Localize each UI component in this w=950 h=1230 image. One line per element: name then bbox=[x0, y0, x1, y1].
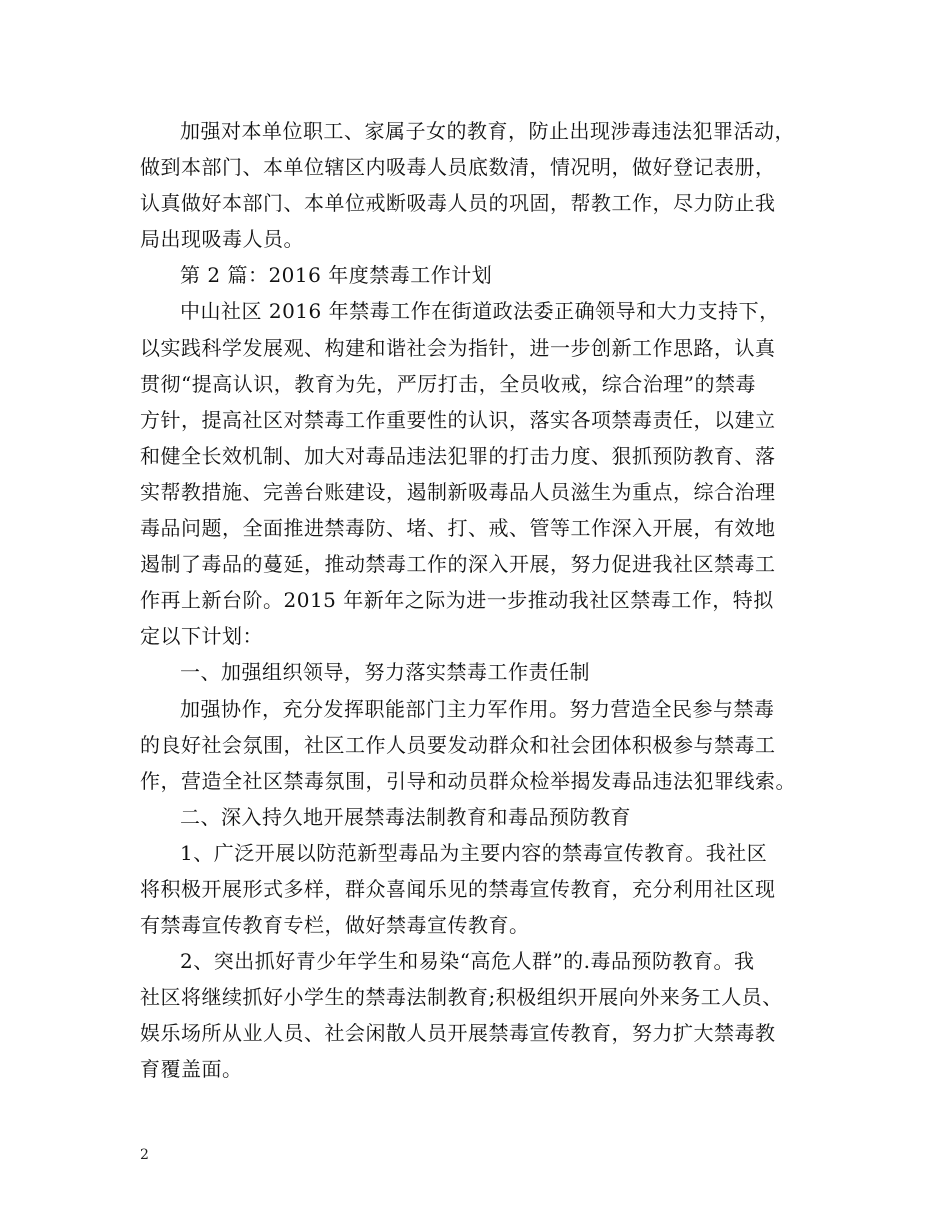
text-line: 遏制了毒品的蔓延，推动禁毒工作的深入开展，努力促进我社区禁毒工 bbox=[140, 552, 776, 577]
section-heading: 第 2 篇：2016 年度禁毒工作计划 bbox=[180, 263, 493, 288]
text-line: 和健全长效机制、加大对毒品违法犯罪的打击力度、狠抓预防教育、落 bbox=[140, 443, 776, 468]
page-number: 2 bbox=[140, 1147, 149, 1163]
text-line: 中山社区 2016 年禁毒工作在街道政法委正确领导和大力支持下， bbox=[180, 299, 780, 324]
text-line: 育覆盖面。 bbox=[140, 1057, 243, 1082]
text-line: 娱乐场所从业人员、社会闲散人员开展禁毒宣传教育，努力扩大禁毒教 bbox=[140, 1021, 776, 1046]
text-line: 实帮教措施、完善台账建设，遏制新吸毒品人员滋生为重点，综合治理 bbox=[140, 479, 776, 504]
text-line: 加强对本单位职工、家属子女的教育，防止出现涉毒违法犯罪活动， bbox=[180, 119, 795, 143]
text-line: 的良好社会氛围，社区工作人员要发动群众和社会团体积极参与禁毒工 bbox=[140, 732, 776, 757]
section-heading: 一、加强组织领导，努力落实禁毒工作责任制 bbox=[180, 660, 590, 685]
text-line: 将积极开展形式多样，群众喜闻乐见的禁毒宣传教育，充分利用社区现 bbox=[140, 876, 776, 901]
document-body bbox=[140, 113, 830, 1088]
text-line: 做到本部门、本单位辖区内吸毒人员底数清，情况明，做好登记表册， bbox=[140, 155, 776, 180]
text-line: 以实践科学发展观、构建和谐社会为指针，进一步创新工作思路，认真 bbox=[140, 335, 776, 360]
text-line: 认真做好本部门、本单位戒断吸毒人员的巩固，帮教工作，尽力防止我 bbox=[140, 191, 776, 216]
text-line: 作，营造全社区禁毒氛围，引导和动员群众检举揭发毒品违法犯罪线索。 bbox=[140, 768, 796, 793]
section-heading: 二、深入持久地开展禁毒法制教育和毒品预防教育 bbox=[180, 804, 631, 829]
text-line: 定以下计划： bbox=[140, 624, 263, 649]
text-line: 1、广泛开展以防范新型毒品为主要内容的禁毒宣传教育。我社区 bbox=[180, 840, 768, 865]
text-line: 贯彻“提高认识，教育为先，严厉打击，全员收戒，综合治理”的禁毒 bbox=[140, 371, 756, 396]
text-line: 社区将继续抓好小学生的禁毒法制教育;积极组织开展向外来务工人员、 bbox=[140, 985, 783, 1010]
text-line: 局出现吸毒人员。 bbox=[140, 227, 304, 252]
document-text bbox=[140, 113, 830, 1088]
text-line: 作再上新台阶。2015 年新年之际为进一步推动我社区禁毒工作，特拟 bbox=[140, 588, 774, 613]
text-line: 有禁毒宣传教育专栏，做好禁毒宣传教育。 bbox=[140, 913, 530, 938]
text-line: 加强协作，充分发挥职能部门主力军作用。努力营造全民参与禁毒 bbox=[180, 696, 775, 721]
text-line: 方针，提高社区对禁毒工作重要性的认识，落实各项禁毒责任，以建立 bbox=[140, 407, 776, 432]
text-line: 毒品问题，全面推进禁毒防、堵、打、戒、管等工作深入开展，有效地 bbox=[140, 516, 776, 541]
text-line: 2、突出抓好青少年学生和易染“高危人群”的.毒品预防教育。我 bbox=[180, 949, 755, 974]
